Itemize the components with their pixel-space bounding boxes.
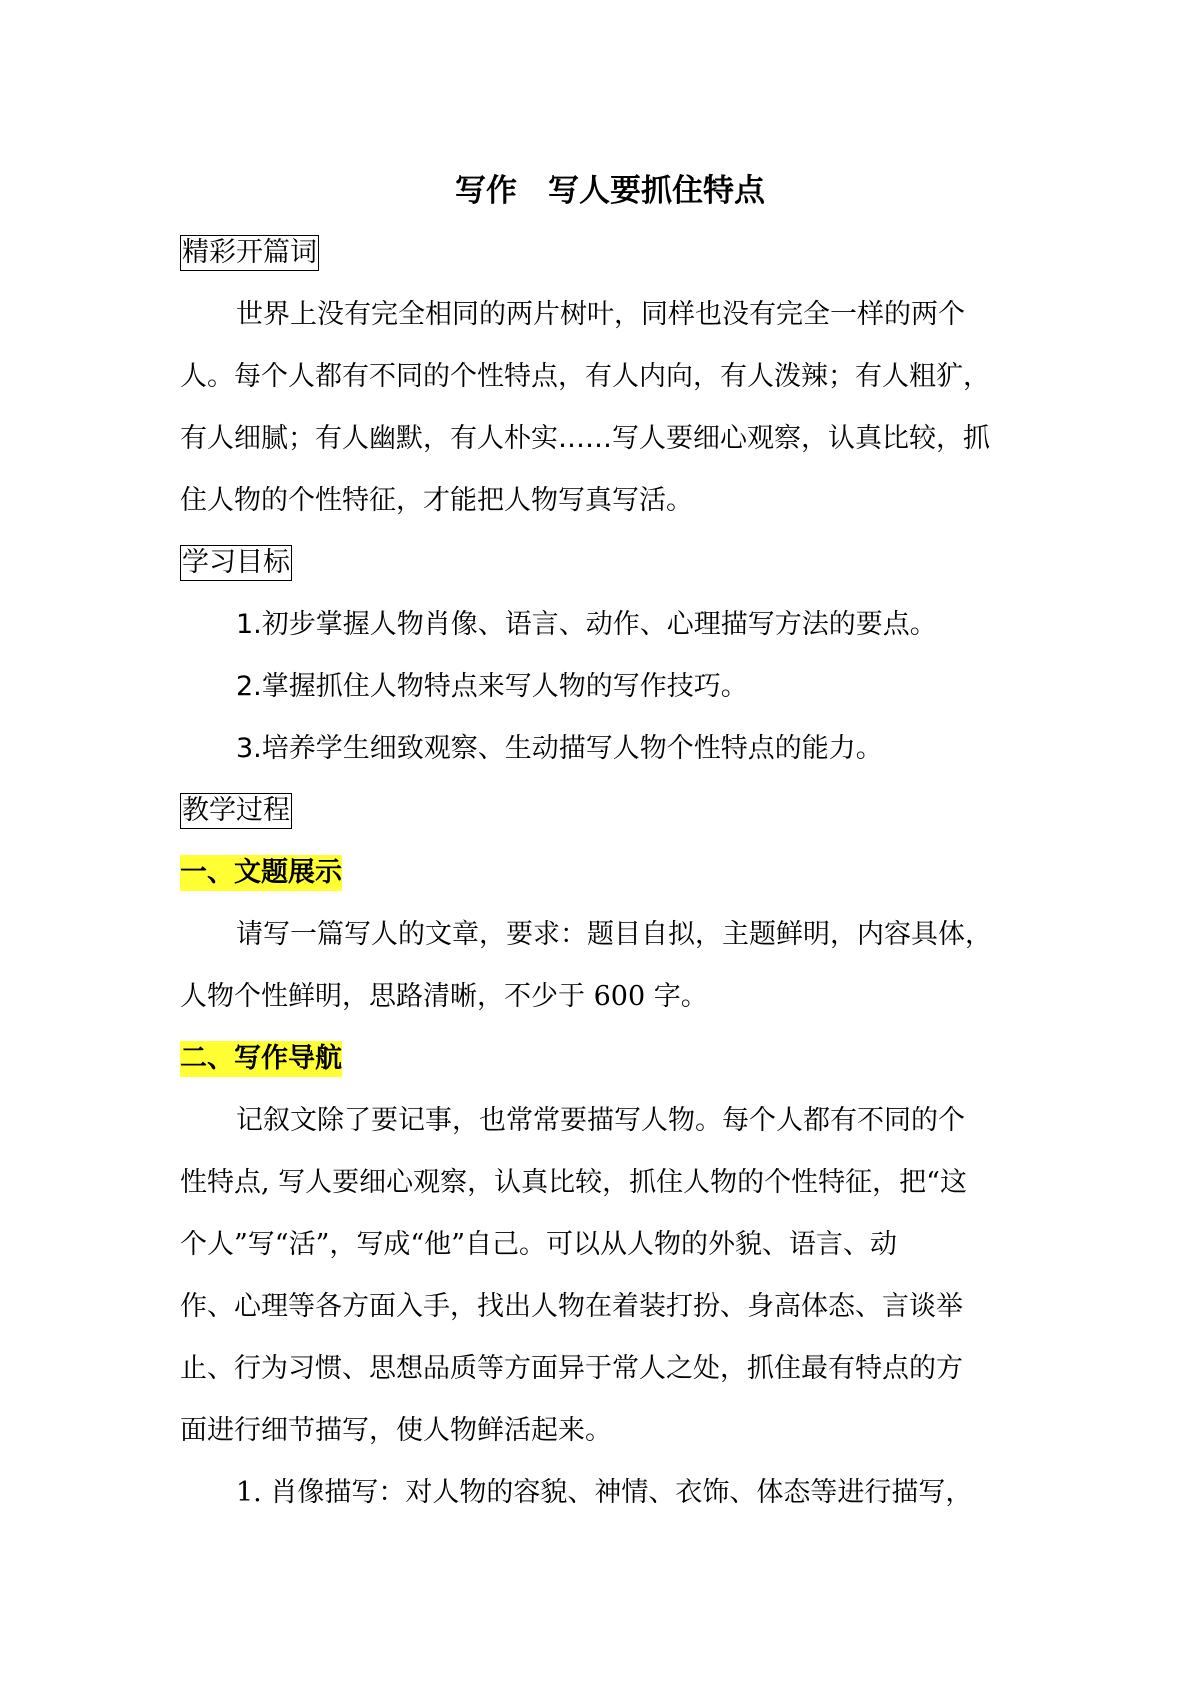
text-line: 性特点, 写人要细心观察，认真比较，抓住人物的个性特征，把“这 [180, 1167, 967, 1198]
page-title: 写作 写人要抓住特点 [455, 173, 765, 209]
section-label-opening: 精彩开篇词 [180, 222, 1040, 284]
text-line: 人物个性鲜明，思路清晰，不少于 600 字。 [180, 981, 708, 1012]
part1-paragraph [180, 904, 1040, 1028]
goal-item: 1.初步掌握人物肖像、语言、动作、心理描写方法的要点。 [236, 609, 937, 640]
goal-item: 3.培养学生细致观察、生动描写人物个性特点的能力。 [236, 733, 883, 764]
text-line: 人。每个人都有不同的个性特点，有人内向，有人泼辣；有人粗犷， [180, 361, 990, 392]
text-line: 请写一篇写人的文章，要求：题目自拟，主题鲜明，内容具体， [236, 919, 992, 950]
document-page [180, 160, 1040, 1524]
text-line: 住人物的个性特征，才能把人物写真写活。 [180, 485, 693, 516]
section-label-goals: 学习目标 [180, 532, 1040, 594]
text-line: 个人”写“活”，写成“他”自己。可以从人物的外貌、语言、动 [180, 1229, 898, 1260]
goal-item: 2.掌握抓住人物特点来写人物的写作技巧。 [236, 671, 748, 702]
text-line: 记叙文除了要记事，也常常要描写人物。每个人都有不同的个 [236, 1105, 965, 1136]
text-line: 作、心理等各方面入手，找出人物在着装打扮、身高体态、言谈举 [180, 1291, 963, 1322]
opening-paragraph [180, 284, 1040, 532]
part2-paragraph [180, 1090, 1040, 1462]
text-line: 面进行细节描写，使人物鲜活起来。 [180, 1415, 612, 1446]
item1-paragraph [180, 1462, 1040, 1524]
text-line: 1. 肖像描写：对人物的容貌、神情、衣饰、体态等进行描写， [236, 1477, 973, 1508]
text-line: 止、行为习惯、思想品质等方面异于常人之处，抓住最有特点的方 [180, 1353, 963, 1384]
part-heading-1: 一、文题展示 [180, 842, 1040, 904]
part-heading-2: 二、写作导航 [180, 1028, 1040, 1090]
text-line: 世界上没有完全相同的两片树叶，同样也没有完全一样的两个 [236, 299, 965, 330]
text-line: 有人细腻；有人幽默，有人朴实……写人要细心观察，认真比较，抓 [180, 423, 990, 454]
section-label-process: 教学过程 [180, 780, 1040, 842]
